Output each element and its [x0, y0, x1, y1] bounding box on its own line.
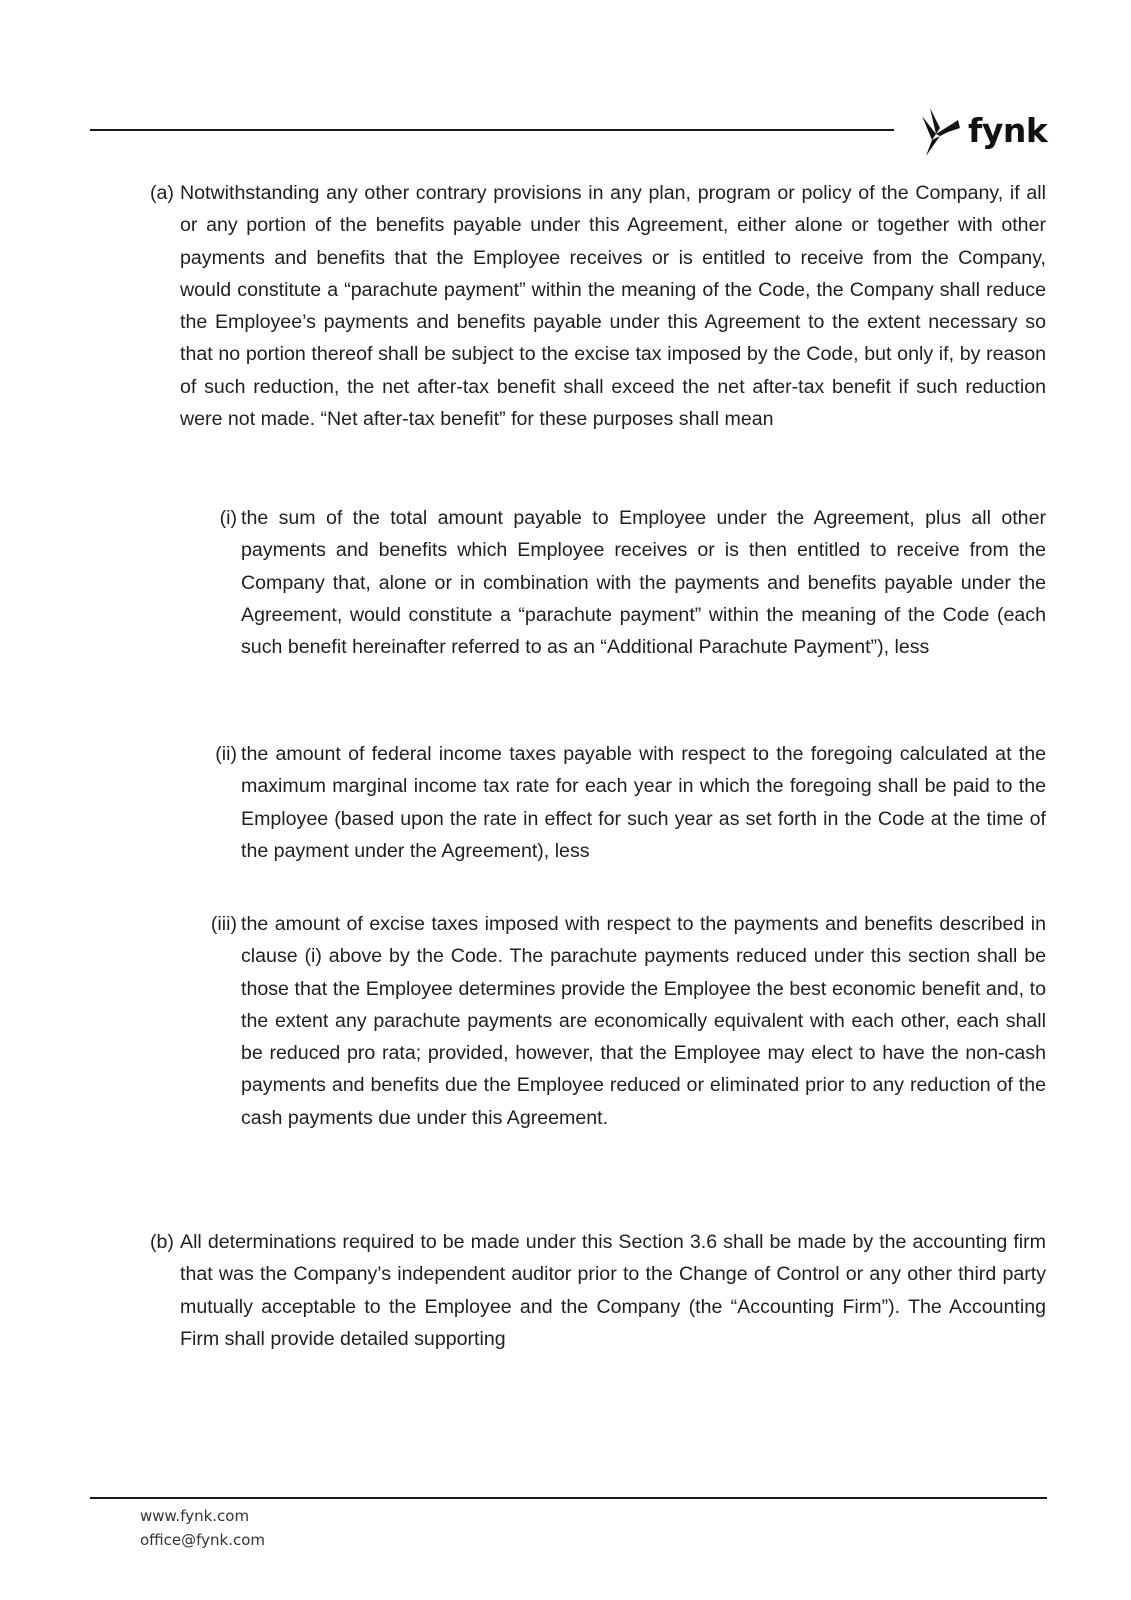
clause-marker: (a) — [150, 182, 174, 204]
footer-email: office@fynk.com — [140, 1531, 266, 1549]
footer-website: www.fynk.com — [140, 1507, 250, 1525]
clause-marker: (ii) — [215, 743, 237, 765]
clause-text: All determinations required to be made under this Section 3.6 shall be made by the accounting firm that was the Company’s independent auditor prior to the Change of Control or any other third party mutually acceptable to the Employee and the Company (the “Accounting Firm”). The Accounting Firm shall provide detailed supporting — [180, 1231, 1046, 1350]
clause-iii — [210, 908, 1046, 1134]
fynk-logo — [918, 104, 1047, 160]
footer-divider — [90, 1497, 1047, 1499]
clause-text: the sum of the total amount payable to Employee under the Agreement, plus all other payments and benefits which Employee receives or is then entitled to receive from the Company that, alone or in combination with the payments and benefits payable under the Agreement, would constitute a “parachute payment” within the meaning of the Code (each such benefit hereinafter referred to as an “Additional Parachute Payment”), less — [241, 507, 1046, 659]
clause-b — [150, 1226, 1046, 1355]
clause-i — [219, 502, 1046, 663]
clause-text: the amount of excise taxes imposed with respect to the payments and benefits described in clause (i) above by the Code. The parachute payments reduced under this section shall be those that the Employee determines provide the Employee the best economic benefit and, to the extent any parachute payments are economically equivalent with each other, each shall be reduced pro rata; provided, however, that the Employee may elect to have the non-cash payments and benefits due the Employee reduced or eliminated prior to any reduction of the cash payments due under this Agreement. — [241, 913, 1046, 1129]
clause-marker: (iii) — [210, 913, 237, 935]
clause-a — [150, 177, 1046, 435]
clause-text: the amount of federal income taxes payable with respect to the foregoing calculated at the maximum marginal income tax rate for each year in which the foregoing shall be paid to the Employee (based upon the rate in effect for such year as set forth in the Code at the time of the payment under the Agreement), less — [241, 743, 1046, 862]
clause-ii — [215, 738, 1046, 867]
bird-icon — [918, 106, 962, 158]
clause-marker: (i) — [219, 507, 237, 529]
clause-text: Notwithstanding any other contrary provisions in any plan, program or policy of the Company, if all or any portion of the benefits payable under this Agreement, either alone or together with other payments and benefits that the Employee receives or is entitled to receive from the Company, would constitute a “parachute payment” within the meaning of the Code, the Company shall reduce the Employee’s payments and benefits payable under this Agreement to the extent necessary so that no portion thereof shall be subject to the excise tax imposed by the Code, but only if, by reason of such reduction, the net after-tax benefit shall exceed the net after-tax benefit if such reduction were not made. “Net after-tax benefit” for these purposes shall mean — [180, 182, 1046, 431]
clause-marker: (b) — [150, 1231, 174, 1253]
header-divider — [90, 129, 894, 131]
logo-wordmark: fynk — [968, 110, 1048, 150]
